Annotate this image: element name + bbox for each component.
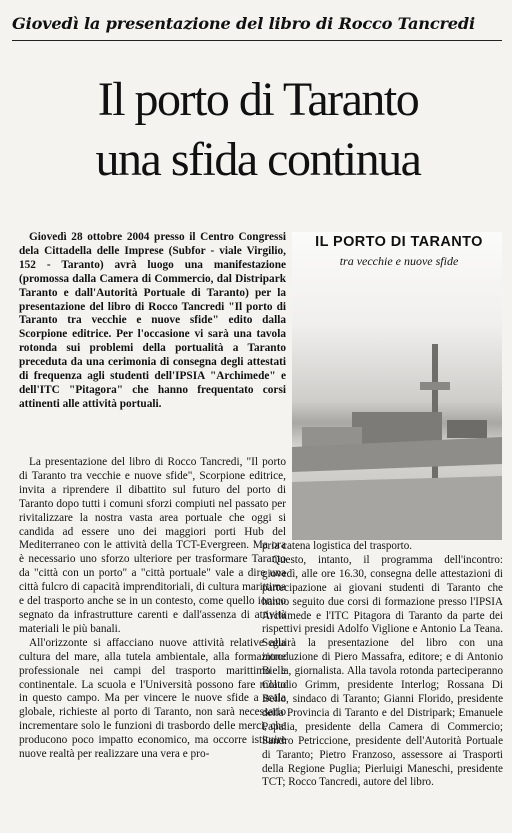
headline-line-2: una sfida continua xyxy=(95,133,421,186)
lead-paragraph: Giovedì 28 ottobre 2004 presso il Centro Congressi dela Cittadella delle Imprese (Subfor - viale Virgilio, 152 - Taranto) avrà luogo una manifestazione (promossa dalla Camera di Commercio, dal Distripark Taranto e dall'Autorità Portuale di Taranto) per la presentazione del libro di Rocco Tancredi "Il porto di Taranto tra vecchie e nuove sfide" edito dalla Scorpione editrice. Per l'occasione vi sarà una tavola rotonda sui problemi della portualità a Taranto preceduta da una cerimonia di consegna degli attestati di frequenza agli studenti dell'IPSIA "Archimede" e dell'ITC "Pitagora" che hanno frequentato corsi attinenti alle attività portuali. xyxy=(19,231,286,410)
kicker: Giovedì la presentazione del libro di Rocco Tancredi xyxy=(12,14,475,33)
port-photo-illustration xyxy=(292,232,502,540)
article-right-column xyxy=(262,540,503,790)
lead-column xyxy=(19,231,286,412)
headline xyxy=(8,70,508,190)
article-left-column xyxy=(19,456,286,762)
book-cover-image xyxy=(292,232,502,540)
headline-line-1: Il porto di Taranto xyxy=(97,73,419,126)
book-cover-title: IL PORTO DI TARANTO xyxy=(315,234,483,250)
body-paragraph: pria catena logistica del trasporto. xyxy=(262,540,413,552)
body-paragraph: La presentazione del libro di Rocco Tancredi, "Il porto di Taranto tra vecchie e nuove sfide", Scorpione editrice, invita a riprendere il dibattito sul futuro del porto di Taranto dopo tutti i comuni sforzi compiuti nel passato per rivitalizzare la nostra vasta area portuale che oggi si candida ad essere uno dei maggiori porti Hub del Mediterraneo con le attività della TCT-Evergreen. Ma ora è necessario uno sforzo ulteriore per trasformare Taranto da "città con un porto" a "città portuale" vale a dire una città fulcro di capacità imprenditoriali, di cultura marittima e del trasporto anche se in un contesto, come quello ionico segnato da infrastrutture carenti e dall'assenza di attività materiali le più banali. xyxy=(19,456,286,635)
body-paragraph: All'orizzonte si affacciano nuove attività relative alla cultura del mare, alla tutela ambientale, alla formazione professionale nei campi del trasporto marittimo e continentale. La scuola e l'Università possono fare molto in questo campo. Ma per vincere le nuove sfide a scala globale, richieste al porto di Taranto, non sarà necessario incrementare solo le funzioni di trasbordo delle merci, che producono poco impatto economico, ma occorre istituire nuove realtà per realizzare una vera e pro- xyxy=(19,636,286,761)
book-cover-subtitle: tra vecchie e nuove sfide xyxy=(339,254,459,268)
body-paragraph: Questo, intanto, il programma dell'incontro: giovedì, alle ore 16.30, consegna delle attestazioni di partecipazione ai giovani studenti di Taranto che hanno seguito due corsi di formazione presso l'IPSIA Archimede e l'ITC Pitagora di Taranto da parte dei rispettivi presidi Adolfo Viglione e Antonio La Teana. Seguirà la presentazione del libro con una introduzione di Piero Massafra, editore; e di Antonio Biella, giornalista. Alla tavola rotonda parteciperanno Claudio Grimm, presidente Interlog; Rossana Di Bello, sindaco di Taranto; Gianni Florido, presidente della Provincia di Taranto e del Distripark; Emanuele Papalia, presidente della Camera di Commercio; Sandro Petriccione, presidente dell'Autorità Portuale di Taranto; Pietro Franzoso, assessore ai Trasporti della Regione Puglia; Pierluigi Maneschi, presidente TCT; Rocco Tancredi, autore del libro. xyxy=(262,553,503,789)
kicker-rule xyxy=(12,40,502,41)
